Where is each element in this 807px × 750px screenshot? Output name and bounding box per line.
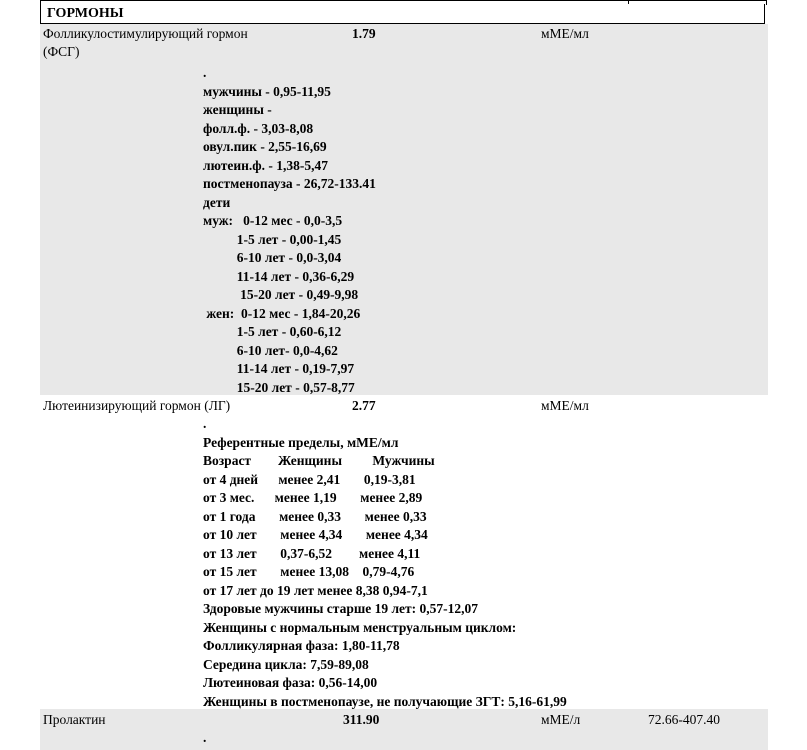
reference-notes: . мужчины - 0,95-11,95 женщины - фолл.ф. - 3,03-8,08 овул.пик - 2,55-16,69 лютеин.ф. - 1,38-5,47 постменопауза - 26,72-133.41 дети муж: 0-12 мес - 0,0-3,5 1-5 лет - 0,00-1,45 6-10 лет - 0,0-3,04 11-14 лет - 0,36-6,29 15-20 лет - 0,49-9,98 жен: 0-12 мес - 1,84-20,26 1-5 лет - 0,60-6,12 6-10 лет- 0,0-4,62 11-14 лет - 0,19-7,97 15-20 лет - 0,57-8,77 (203, 65, 376, 395)
section-header (40, 4, 765, 24)
reference-range: 72.66-407.40 (648, 712, 720, 727)
reference-notes: . Референтные пределы, мМЕ/мл Возраст Женщины Мужчины от 4 дней менее 2,41 0,19-3,81 от 3 мес. менее 1,19 менее 2,89 от 1 года менее 0,33 менее 0,33 от 10 лет менее 4,34 менее 4,34 от 13 лет 0,37-6,52 менее 4,11 от 15 лет менее 13,08 0,79-4,76 от 17 лет до 19 лет менее 8,38 0,94-7,1 Здоровые мужчины старше 19 лет: 0,57-12,07 Женщины с нормальным менструальным циклом: Фолликулярная фаза: 1,80-11,78 Середина цикла: 7,59-89,08 Лютеиновая фаза: 0,56-14,00 Женщины в постменопаузе, не получающие ЗГТ: 5,16-61,99 (203, 416, 567, 709)
reference-notes: . (203, 730, 207, 745)
test-unit: мМЕ/л (541, 712, 581, 727)
test-value: 1.79 (352, 26, 376, 41)
table-row-fsh (40, 24, 768, 395)
test-name: Фолликулостимулирующий гормон (ФСГ) (43, 26, 248, 59)
test-name: Пролактин (43, 712, 106, 727)
test-value: 311.90 (343, 712, 380, 727)
test-unit: мМЕ/мл (541, 26, 589, 41)
test-value: 2.77 (352, 398, 376, 413)
test-name: Лютеинизирующий гормон (ЛГ) (43, 398, 231, 413)
section-title: ГОРМОНЫ (47, 6, 124, 21)
test-unit: мМЕ/мл (541, 398, 589, 413)
